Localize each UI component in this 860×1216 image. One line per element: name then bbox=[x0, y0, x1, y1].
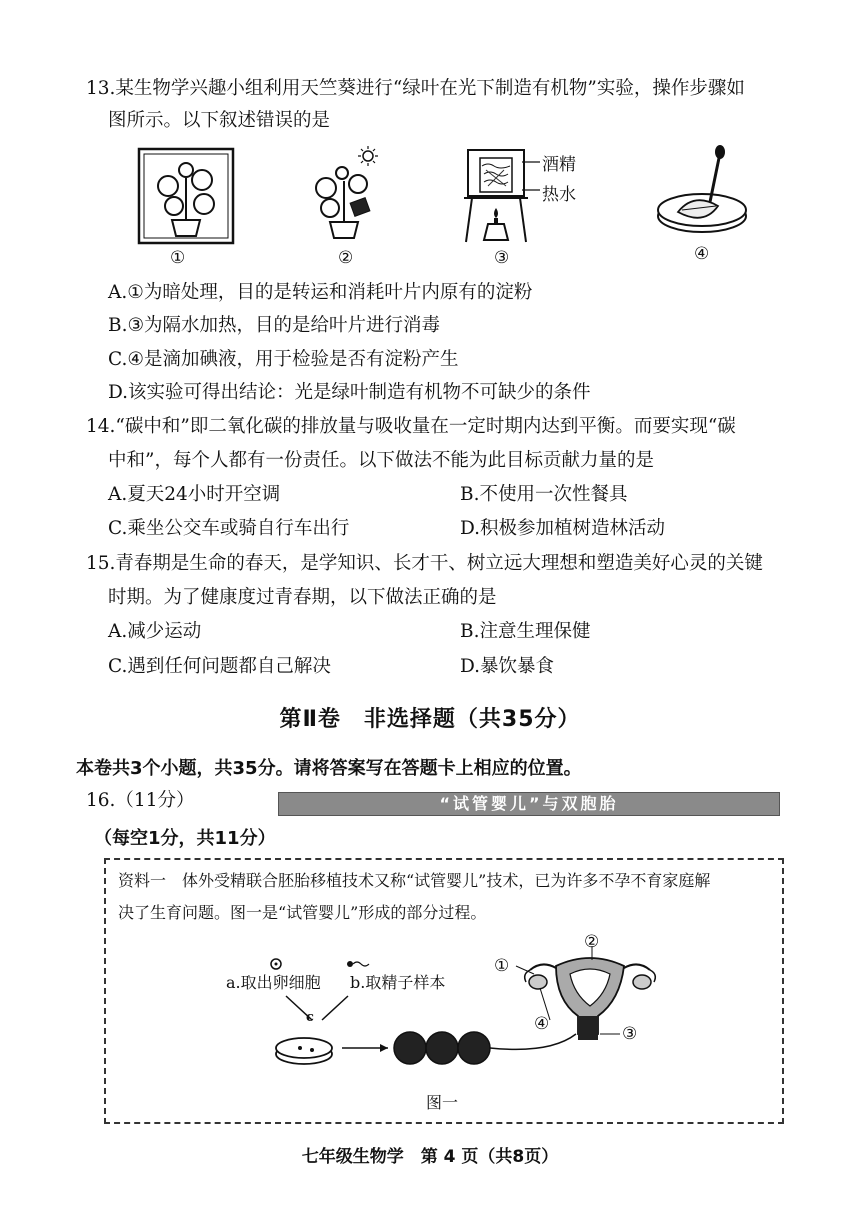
fig1-label-a: a.取出卵细胞 bbox=[226, 973, 321, 992]
material1-line1: 资料一 体外受精联合胚胎移植技术又称“试管婴儿”技术，已为许多不孕不育家庭解 bbox=[118, 871, 711, 890]
q14-option-a[interactable]: A.夏天24小时开空调 bbox=[108, 484, 281, 505]
fig1-label-c: c bbox=[306, 1010, 314, 1025]
q14-stem-line2: 中和”，每个人都有一份责任。以下做法不能为此目标贡献力量的是 bbox=[108, 450, 654, 471]
fig1-num-1: ① bbox=[494, 956, 510, 976]
q13-figure-dark-treatment bbox=[138, 148, 234, 246]
q15-stem-line2: 时期。为了健康度过青春期，以下做法正确的是 bbox=[108, 587, 497, 608]
fig1-num-2: ② bbox=[584, 932, 600, 952]
fig1-label-b: b.取精子样本 bbox=[350, 973, 446, 992]
figure1-ivf-process bbox=[260, 930, 680, 1090]
material1-line2: 决了生育问题。图一是“试管婴儿”形成的部分过程。 bbox=[118, 903, 487, 922]
part2-title: 第Ⅱ卷 非选择题（共35分） bbox=[279, 707, 581, 732]
part2-instruction: 本卷共3个小题，共35分。请将答案写在答题卡上相应的位置。 bbox=[76, 758, 582, 779]
fig-label-4: ④ bbox=[694, 244, 710, 264]
q15-option-a[interactable]: A.减少运动 bbox=[108, 621, 202, 642]
q13-option-d[interactable]: D.该实验可得出结论：光是绿叶制造有机物不可缺少的条件 bbox=[108, 382, 591, 403]
fig1-num-4: ④ bbox=[534, 1014, 550, 1034]
fig3-alcohol-label: 酒精 bbox=[542, 155, 576, 175]
q14-stem-line1: 14.“碳中和”即二氧化碳的排放量与吸收量在一定时期内达到平衡。而要实现“碳 bbox=[86, 416, 736, 437]
fig3-pointer-lines bbox=[522, 158, 542, 198]
q13-figure-light-exposure bbox=[296, 146, 392, 246]
fig-label-3: ③ bbox=[494, 248, 510, 268]
q14-option-d[interactable]: D.积极参加植树造林活动 bbox=[460, 518, 666, 539]
q15-option-b[interactable]: B.注意生理保健 bbox=[460, 621, 591, 642]
q13-option-c[interactable]: C.④是滴加碘液，用于检验是否有淀粉产生 bbox=[108, 349, 459, 370]
q13-option-a[interactable]: A.①为暗处理，目的是转运和消耗叶片内原有的淀粉 bbox=[108, 282, 533, 303]
fig3-hot-water-label: 热水 bbox=[542, 185, 576, 205]
fig1-caption: 图一 bbox=[426, 1093, 459, 1112]
q16-topic-banner: “试管婴儿”与双胞胎 bbox=[278, 792, 780, 816]
q15-option-d[interactable]: D.暴饮暴食 bbox=[460, 656, 555, 677]
q14-option-c[interactable]: C.乘坐公交车或骑自行车出行 bbox=[108, 518, 350, 539]
fig1-num-3: ③ bbox=[622, 1024, 638, 1044]
fig-label-1: ① bbox=[170, 248, 186, 268]
q16-points: （每空1分，共11分） bbox=[94, 828, 276, 849]
q15-stem-line1: 15.青春期是生命的春天，是学知识、长才干、树立远大理想和塑造美好心灵的关键 bbox=[86, 553, 763, 574]
q15-option-c[interactable]: C.遇到任何问题都自己解决 bbox=[108, 656, 331, 677]
fig-label-2: ② bbox=[338, 248, 354, 268]
q13-option-b[interactable]: B.③为隔水加热，目的是给叶片进行消毒 bbox=[108, 315, 441, 336]
q13-stem-line2: 图所示。以下叙述错误的是 bbox=[108, 110, 331, 131]
q16-number: 16.（11分） bbox=[86, 790, 195, 811]
page-footer: 七年级生物学 第 4 页（共8页） bbox=[301, 1147, 559, 1167]
q13-stem-line1: 13.某生物学兴趣小组利用天竺葵进行“绿叶在光下制造有机物”实验，操作步骤如 bbox=[86, 78, 745, 99]
q13-figure-iodine-test bbox=[654, 144, 754, 240]
q14-option-b[interactable]: B.不使用一次性餐具 bbox=[460, 484, 628, 505]
